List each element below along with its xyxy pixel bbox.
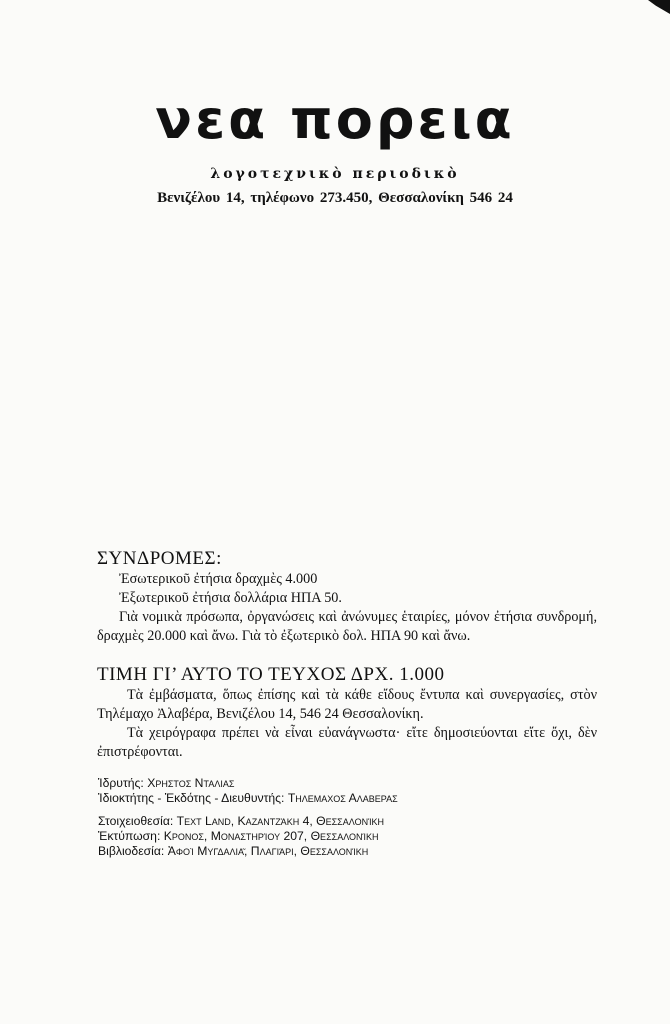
magazine-subtitle: λογοτεχνικὸ περιοδικὸ (210, 166, 460, 182)
magazine-address: Βενιζέλου 14, τηλέφωνο 273.450, Θεσσαλονίκη 546 24 (157, 190, 513, 206)
binding-line (98, 844, 598, 859)
subscription-foreign: Ἐξωτερικοῦ ἐτήσια δολλάρια ΗΠΑ 50. (119, 590, 342, 606)
founder-line (98, 776, 598, 791)
price-section (97, 664, 597, 762)
typesetting-line (98, 814, 598, 829)
owner-name: Τηλεμαχος Αλαβερας (287, 791, 398, 805)
binding-value: Ἀφοὶ Μυγδαλιᾶ, Πλαγιάρι, Θεσσαλονίκη (167, 844, 369, 858)
remittances-note: Τὰ ἐμβάσματα, ὅπως ἐπίσης καὶ τὰ κάθε εἴδους ἔντυπα καὶ συνεργασίες, στὸν Τηλέμαχο Ἀλαβέρα, Βενιζέλου 14, 546 24 Θεσσαλονίκη. (97, 687, 597, 722)
founder-name: Χρηστος Νταλιας (147, 776, 235, 790)
issue-price-heading: ΤΙΜΗ ΓΙ’ ΑΥΤΟ ΤΟ ΤΕΥΧΟΣ ΔΡΧ. 1.000 (97, 664, 445, 685)
subscription-domestic: Ἐσωτερικοῦ ἐτήσια δραχμὲς 4.000 (119, 571, 318, 587)
page-corner-mark (648, 0, 670, 14)
typesetting-value: Text Land, Καζαντζάκη 4, Θεσσαλονίκη (176, 814, 385, 828)
printing-label: Ἐκτύπωση: (98, 829, 161, 843)
credits-section (98, 776, 598, 859)
printing-value: Κρονος, Μοναστηρίου 207, Θεσσαλονίκη (163, 829, 379, 843)
subscriptions-section (97, 548, 597, 646)
masthead (0, 88, 670, 152)
binding-label: Βιβλιοδεσία: (98, 844, 165, 858)
manuscripts-note: Τὰ χειρόγραφα πρέπει νὰ εἶναι εὐανάγνωστα· εἴτε δημοσιεύονται εἴτε ὄχι, δὲν ἐπιστρέφονται. (97, 725, 597, 760)
subscriptions-heading: ΣΥΝΔΡΟΜΕΣ: (97, 548, 222, 569)
magazine-title: νεα πορεια (155, 88, 515, 151)
subscription-legal-entities: Γιὰ νομικὰ πρόσωπα, ὀργανώσεις καὶ ἀνώνυμες ἑταιρίες, μόνον ἐτήσια συνδρομή, δραχμὲς 20.000 καὶ ἄνω. Γιὰ τὸ ἐξωτερικὸ δολ. ΗΠΑ 90 καὶ ἄνω. (97, 609, 597, 644)
printing-line (98, 829, 598, 844)
typesetting-label: Στοιχειοθεσία: (98, 814, 174, 828)
founder-label: Ἱδρυτής: (98, 776, 144, 790)
owner-line (98, 791, 598, 806)
owner-label: Ἰδιοκτήτης - Ἐκδότης - Διευθυντής: (98, 791, 285, 805)
